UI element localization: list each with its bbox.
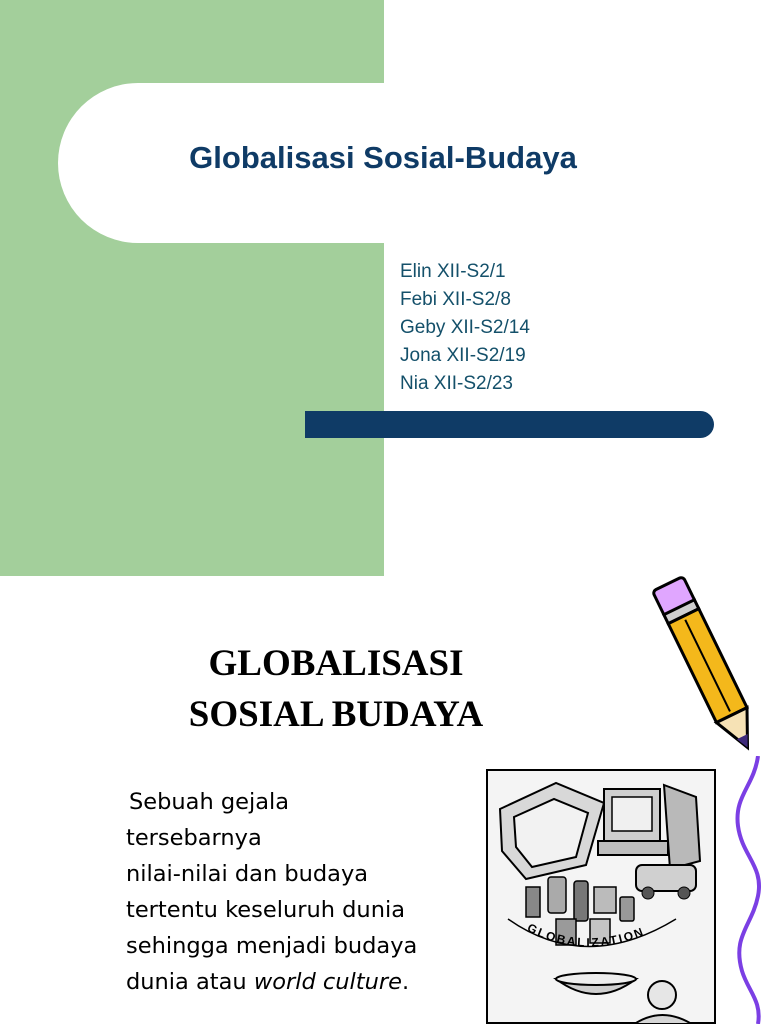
body-text-segment: . (401, 969, 410, 995)
pencil-icon (640, 576, 760, 766)
body-line: tertentu keseluruh dunia (126, 897, 405, 923)
heading-line: GLOBALISASI (208, 643, 464, 684)
author-item: Jona XII-S2/19 (400, 345, 526, 366)
author-item: Geby XII-S2/14 (400, 317, 530, 338)
body-line: tersebarnya (126, 825, 262, 851)
body-line (126, 964, 486, 1000)
slide-heading (100, 638, 572, 740)
slide-title: Globalisasi Sosial-Budaya (189, 140, 577, 175)
world-culture-term: world culture (253, 969, 402, 995)
globalization-cartoon (486, 769, 716, 1024)
body-line: Sebuah gejala (129, 789, 290, 815)
body-text-segment: dunia atau (126, 969, 254, 995)
author-item: Febi XII-S2/8 (400, 289, 511, 310)
author-list (400, 258, 530, 398)
content-slide (0, 576, 768, 1024)
body-line: nilai-nilai dan budaya (126, 861, 369, 887)
cartoon-label: GLOBALIZATION (525, 920, 647, 950)
author-item: Elin XII-S2/1 (400, 261, 506, 282)
squiggle-line (728, 756, 768, 1024)
body-line: sehingga menjadi budaya (126, 933, 418, 959)
accent-bar (305, 411, 714, 438)
author-item: Nia XII-S2/23 (400, 373, 513, 394)
heading-line: SOSIAL BUDAYA (188, 694, 484, 735)
definition-text (126, 784, 486, 1000)
